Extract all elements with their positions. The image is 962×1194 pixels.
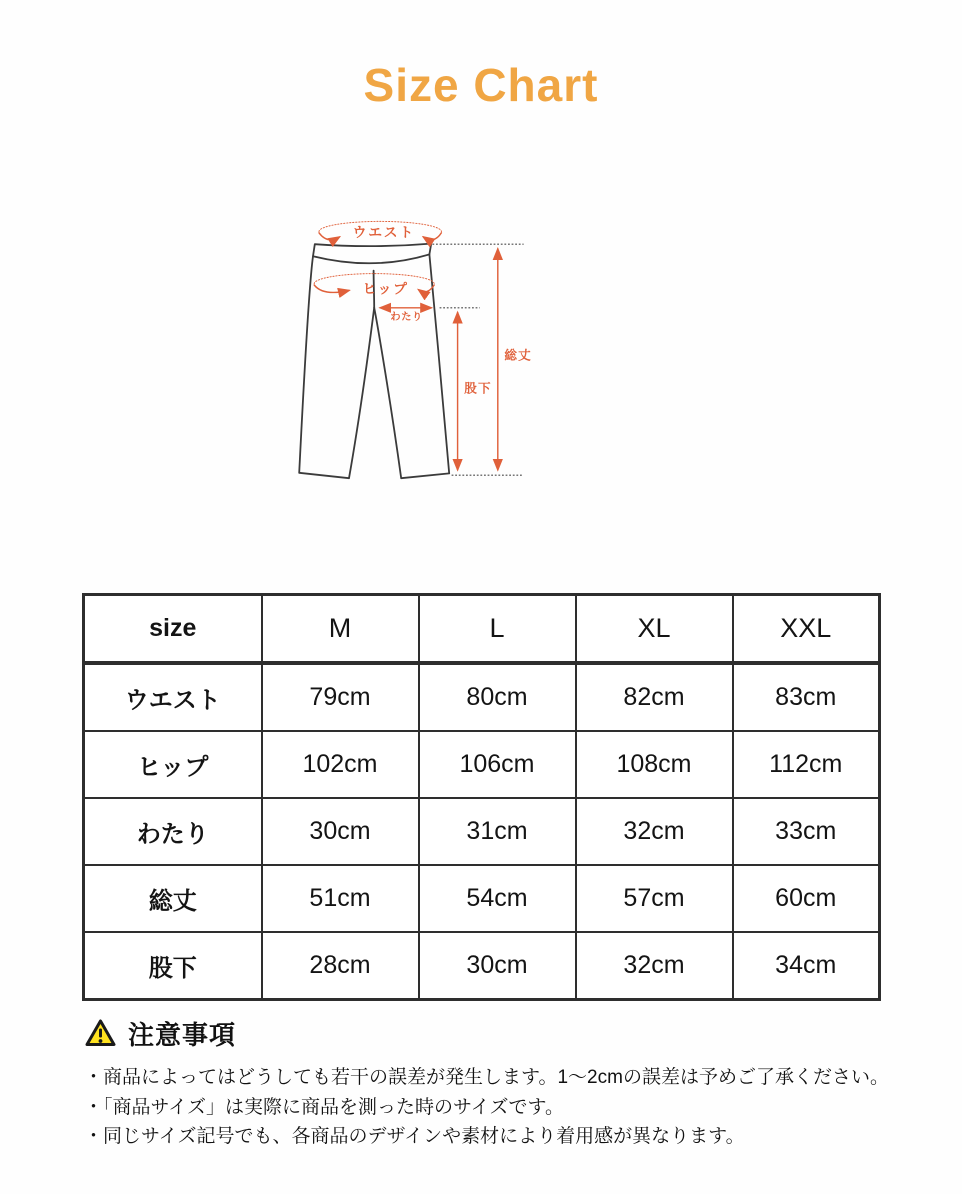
hip-xl: 108cm: [576, 731, 733, 798]
waist-label: ウエスト: [352, 225, 415, 240]
row-label-waist: ウエスト: [84, 663, 262, 731]
total-length-xl: 57cm: [576, 865, 733, 932]
header-size: size: [84, 595, 262, 664]
inseam-l: 30cm: [419, 932, 576, 1000]
pants-measurement-diagram: [280, 118, 700, 578]
waist-arrow-right: [423, 233, 441, 240]
header-l: L: [419, 595, 576, 664]
table-header-row: [84, 595, 880, 664]
page-title: Size Chart: [363, 59, 599, 111]
row-label-total-length: 総丈: [84, 865, 262, 932]
hip-label: ヒップ: [362, 281, 409, 297]
table-row-inseam: [84, 932, 880, 1000]
warning-icon: [84, 1018, 117, 1048]
note-item: ・同じサイズ記号でも、各商品のデザインや素材により着用感が異なります。: [84, 1126, 745, 1147]
table-row-thigh: [84, 798, 880, 865]
table-row-hip: [84, 731, 880, 798]
thigh-m: 30cm: [262, 798, 419, 865]
header-xxl: XXL: [733, 595, 880, 664]
inseam-xxl: 34cm: [733, 932, 880, 1000]
total-length-xxl: 60cm: [733, 865, 880, 932]
hip-l: 106cm: [419, 731, 576, 798]
waist-xl: 82cm: [576, 663, 733, 731]
waist-xxl: 83cm: [733, 663, 880, 731]
notes-header: [84, 1014, 894, 1052]
inseam-label: 股下: [464, 381, 492, 396]
size-table: [82, 593, 881, 1001]
row-label-hip: ヒップ: [84, 731, 262, 798]
thigh-width-label: わたり: [390, 311, 423, 323]
pants-waistband: [313, 244, 431, 264]
waist-l: 80cm: [419, 663, 576, 731]
notes-heading: 注意事項: [128, 1019, 237, 1050]
row-label-thigh: わたり: [84, 798, 262, 865]
hip-xxl: 112cm: [733, 731, 880, 798]
measurement-annotations: [314, 221, 498, 469]
total-length-l: 54cm: [419, 865, 576, 932]
note-item: ・「商品サイズ」は実際に商品を測った時のサイズです。: [84, 1096, 564, 1118]
row-label-inseam: 股下: [84, 932, 262, 1000]
total-length-m: 51cm: [262, 865, 419, 932]
waist-arrow-left: [319, 233, 339, 240]
header-m: M: [262, 595, 419, 664]
inseam-xl: 32cm: [576, 932, 733, 1000]
inseam-m: 28cm: [262, 932, 419, 1000]
note-item: ・商品によってはどうしても若干の誤差が発生します。1～2cmの誤差は予めご了承ください。: [84, 1067, 889, 1088]
thigh-l: 31cm: [419, 798, 576, 865]
hip-m: 102cm: [262, 731, 419, 798]
thigh-xl: 32cm: [576, 798, 733, 865]
table-row-total-length: [84, 865, 880, 932]
header-xl: XL: [576, 595, 733, 664]
hip-arrow-left: [314, 285, 349, 292]
table-row-waist: [84, 663, 880, 731]
waist-m: 79cm: [262, 663, 419, 731]
total-length-label: 総丈: [504, 348, 532, 363]
thigh-xxl: 33cm: [733, 798, 880, 865]
notes-section: [84, 1014, 894, 1152]
